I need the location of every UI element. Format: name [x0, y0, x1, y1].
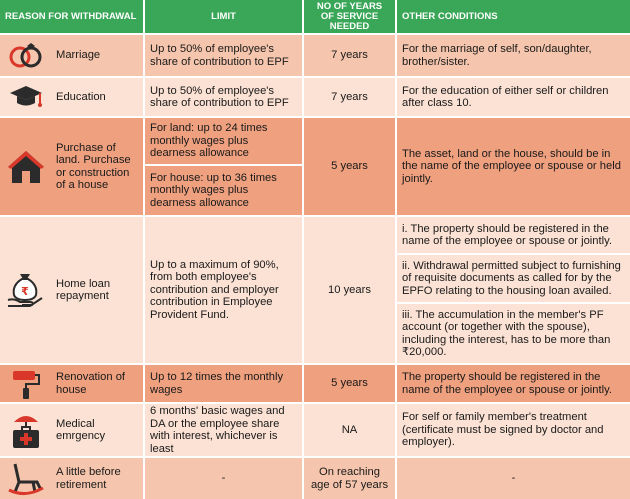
table-row-purchase-limit-land: For land: up to 24 times monthly wages plus dearness allowance [145, 118, 302, 164]
reason-label: Medical emrgency [56, 417, 106, 442]
rupee-bag-hand-icon [6, 217, 46, 363]
header-years: NO OF YEARS OF SERVICE NEEDED [304, 0, 395, 33]
table-row-retirement-limit: - [145, 458, 302, 499]
table-row-retirement-years: On reaching age of 57 years [304, 458, 395, 499]
table-row-medical-years: NA [304, 404, 395, 456]
reason-label: Purchase of land. Purchase or construction of a house [56, 141, 131, 191]
reason-label: Marriage [56, 49, 101, 62]
table-row-purchase-years: 5 years [304, 118, 395, 215]
table-row-education-limit: Up to 50% of employee's share of contribution to EPF [145, 78, 302, 116]
reason-label: Home loan repayment [56, 277, 111, 302]
table-row-medical-limit: 6 months' basic wages and DA or the employee share with interest, whichever is least [145, 404, 302, 456]
table-row-homeloan-years: 10 years [304, 217, 395, 363]
header-conditions: OTHER CONDITIONS [397, 0, 630, 33]
header-limit: LIMIT [145, 0, 302, 33]
header-reason: REASON FOR WITHDRAWAL [0, 0, 143, 33]
table-row-education-years: 7 years [304, 78, 395, 116]
table-row-homeloan-condition-1: i. The property should be registered in the name of the employee or spouse or jointly. [397, 217, 630, 253]
table-row-retirement-conditions: - [397, 458, 630, 499]
rings-icon [6, 35, 46, 76]
table-row-medical-conditions: For self or family member's treatment (certificate must be signed by doctor and employer). [397, 404, 630, 456]
svg-text:₹: ₹ [21, 285, 29, 298]
table-row-homeloan-limit: Up to a maximum of 90%, from both employee's contribution and employer contribution in Employee Provident Fund. [145, 217, 302, 363]
table-row-homeloan-condition-2: ii. Withdrawal permitted subject to furnishing of requisite documents as called for by the EPFO relating to the housing loan availed. [397, 255, 630, 302]
table-row-education-conditions: For the education of either self or children after class 10. [397, 78, 630, 116]
table-row-purchase-conditions: The asset, land or the house, should be in the name of the employee or spouse or held jointly. [397, 118, 630, 215]
rocking-chair-icon [6, 458, 46, 499]
paint-roller-icon [6, 365, 46, 402]
reason-label: A little before retirement [56, 466, 121, 491]
table-row-marriage-years: 7 years [304, 35, 395, 76]
table-row-homeloan-condition-3: iii. The accumulation in the member's PF account (or together with the spouse), including the interest, has to be more than ₹20,000. [397, 304, 630, 363]
reason-label: Renovation of house [56, 371, 126, 396]
table-row-marriage-conditions: For the marriage of self, son/daughter, brother/sister. [397, 35, 630, 76]
table-row-marriage-limit: Up to 50% of employee's share of contribution to EPF [145, 35, 302, 76]
medical-kit-icon [6, 404, 46, 456]
table-row-renovation-years: 5 years [304, 365, 395, 402]
graduation-cap-icon [6, 78, 46, 116]
table-row-purchase-limit-house: For house: up to 36 times monthly wages plus dearness allowance [145, 166, 302, 215]
table-row-renovation-conditions: The property should be registered in the name of the employee or spouse or jointly. [397, 365, 630, 402]
house-icon [6, 118, 46, 215]
reason-label: Education [56, 90, 106, 103]
table-row-renovation-limit: Up to 12 times the monthly wages [145, 365, 302, 402]
